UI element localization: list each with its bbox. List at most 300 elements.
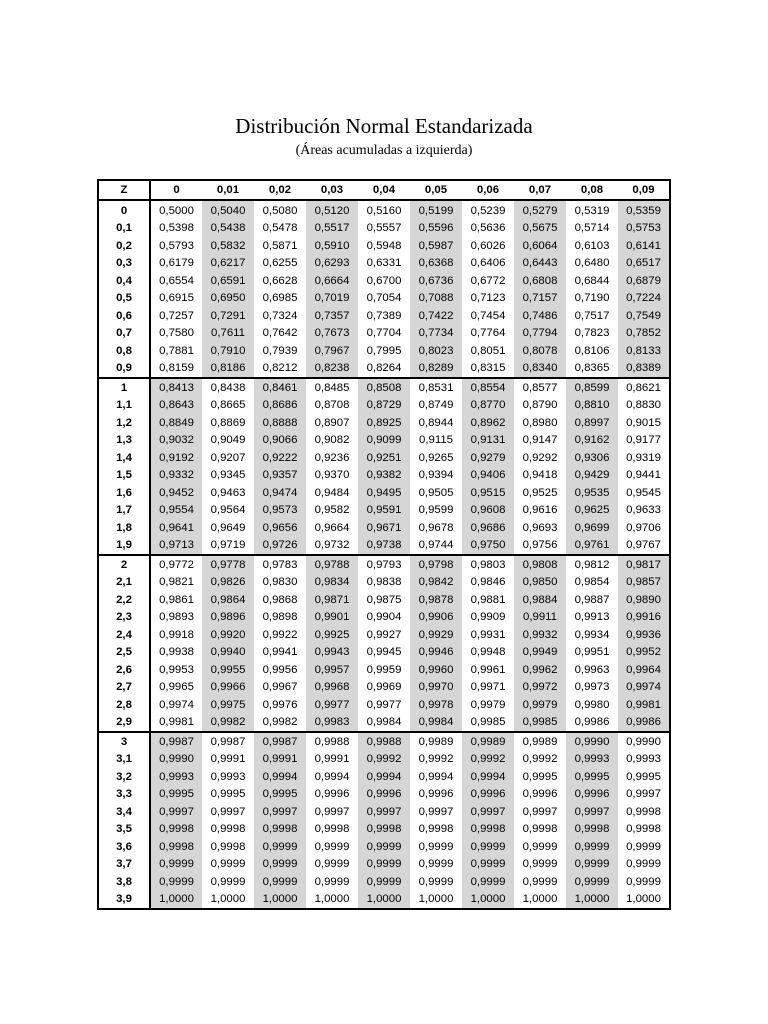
probability-cell: 0,6915 — [159, 292, 194, 305]
probability-cell: 0,9927 — [366, 628, 402, 641]
probability-cell: 0,6950 — [202, 290, 254, 308]
probability-cell: 0,9943 — [306, 644, 358, 662]
probability-cell: 0,8810 — [566, 397, 618, 415]
column-header: 0,03 — [306, 180, 358, 200]
probability-cell: 0,9901 — [306, 609, 358, 627]
probability-cell: 0,9999 — [566, 838, 618, 856]
probability-cell: 0,9812 — [566, 555, 618, 574]
table-row — [98, 786, 670, 804]
probability-cell: 1,0000 — [566, 891, 618, 910]
probability-cell: 0,9192 — [150, 449, 202, 467]
z-value-cell: 2 — [98, 555, 150, 574]
probability-cell: 0,9656 — [254, 519, 306, 537]
probability-cell: 0,9997 — [254, 803, 306, 821]
z-value-cell: 1,8 — [98, 519, 150, 537]
probability-cell: 0,9641 — [150, 519, 202, 537]
probability-cell: 0,9015 — [626, 416, 661, 429]
probability-cell: 0,9591 — [358, 502, 410, 520]
probability-cell: 0,9982 — [202, 714, 254, 733]
probability-cell: 1,0000 — [150, 891, 202, 910]
probability-cell: 0,9981 — [159, 716, 194, 729]
probability-cell: 0,7123 — [470, 292, 506, 305]
probability-cell: 0,8106 — [574, 344, 610, 357]
probability-cell: 0,8621 — [618, 378, 670, 397]
probability-cell: 1,0000 — [522, 893, 558, 906]
probability-cell: 0,8907 — [314, 416, 350, 429]
probability-cell: 0,9649 — [210, 521, 246, 534]
probability-cell: 0,9999 — [522, 840, 558, 853]
probability-cell: 0,9931 — [470, 628, 506, 641]
column-header: 0,09 — [618, 180, 670, 200]
probability-cell: 0,7734 — [410, 325, 462, 343]
probability-cell: 0,7257 — [159, 309, 194, 322]
probability-cell: 0,8508 — [358, 378, 410, 397]
probability-cell: 0,9991 — [314, 753, 350, 766]
probability-cell: 0,9949 — [514, 644, 566, 662]
probability-cell: 0,9732 — [314, 539, 350, 552]
probability-cell: 0,9995 — [254, 786, 306, 804]
probability-cell: 0,9783 — [254, 555, 306, 574]
probability-cell: 0,6591 — [202, 272, 254, 290]
probability-cell: 0,9936 — [618, 626, 670, 644]
z-value-cell: 3,5 — [98, 821, 150, 839]
column-header: 0,05 — [410, 180, 462, 200]
probability-cell: 0,9162 — [566, 432, 618, 450]
probability-cell: 0,7823 — [574, 327, 610, 340]
probability-cell: 0,6664 — [306, 272, 358, 290]
table-row — [98, 325, 670, 343]
probability-cell: 0,9990 — [618, 732, 670, 751]
probability-cell: 0,9778 — [202, 555, 254, 574]
probability-cell: 0,6331 — [366, 257, 402, 270]
probability-cell: 0,9997 — [566, 803, 618, 821]
probability-cell: 1,0000 — [626, 893, 661, 906]
probability-cell: 0,7291 — [202, 307, 254, 325]
probability-cell: 0,9988 — [306, 732, 358, 751]
probability-cell: 0,8438 — [202, 378, 254, 397]
probability-cell: 0,7190 — [574, 292, 610, 305]
probability-cell: 0,9999 — [626, 875, 661, 888]
probability-cell: 0,8461 — [254, 378, 306, 397]
probability-cell: 0,8790 — [522, 399, 558, 412]
probability-cell: 0,9972 — [514, 679, 566, 697]
probability-cell: 0,9906 — [410, 609, 462, 627]
probability-cell: 0,9767 — [626, 539, 661, 552]
probability-cell: 0,6554 — [159, 274, 194, 287]
table-row — [98, 696, 670, 714]
z-value-cell: 2,2 — [98, 591, 150, 609]
probability-cell: 0,9916 — [618, 609, 670, 627]
probability-cell: 0,9279 — [462, 449, 514, 467]
probability-cell: 0,8599 — [566, 378, 618, 397]
probability-cell: 0,7764 — [470, 327, 506, 340]
probability-cell: 0,9999 — [254, 838, 306, 856]
probability-cell: 0,8708 — [314, 399, 350, 412]
table-row — [98, 714, 670, 733]
z-value-cell: 3,3 — [98, 786, 150, 804]
probability-cell: 0,9966 — [202, 679, 254, 697]
probability-cell: 0,5832 — [202, 237, 254, 255]
probability-cell: 0,7673 — [306, 325, 358, 343]
probability-cell: 0,9994 — [462, 768, 514, 786]
probability-cell: 0,9995 — [210, 788, 246, 801]
probability-cell: 0,5160 — [366, 204, 402, 217]
probability-cell: 0,9970 — [410, 679, 462, 697]
probability-cell: 0,9998 — [210, 840, 246, 853]
probability-cell: 0,8944 — [418, 416, 454, 429]
probability-cell: 0,9994 — [314, 770, 350, 783]
probability-cell: 0,9838 — [366, 576, 402, 589]
probability-cell: 0,9861 — [159, 593, 194, 606]
probability-cell: 0,9967 — [262, 681, 298, 694]
table-row — [98, 449, 670, 467]
probability-cell: 0,9744 — [418, 539, 454, 552]
probability-cell: 0,8643 — [150, 397, 202, 415]
probability-cell: 0,7157 — [514, 290, 566, 308]
probability-cell: 0,9821 — [159, 576, 194, 589]
probability-cell: 0,9582 — [314, 504, 350, 517]
table-row — [98, 200, 670, 220]
z-value-cell: 0,9 — [98, 360, 150, 379]
z-value-cell: 0,2 — [98, 237, 150, 255]
probability-cell: 0,9999 — [150, 873, 202, 891]
table-row — [98, 838, 670, 856]
probability-cell: 0,5478 — [262, 222, 298, 235]
probability-cell: 0,8023 — [410, 342, 462, 360]
probability-cell: 0,9525 — [522, 486, 558, 499]
probability-cell: 0,8340 — [514, 360, 566, 379]
probability-cell: 0,5871 — [262, 239, 298, 252]
probability-cell: 0,9066 — [254, 432, 306, 450]
probability-cell: 0,7704 — [366, 327, 402, 340]
z-column-header: Z — [98, 180, 150, 200]
probability-cell: 0,8413 — [150, 378, 202, 397]
probability-cell: 0,8212 — [262, 362, 298, 375]
z-value-cell: 2,7 — [98, 679, 150, 697]
probability-cell: 0,9803 — [462, 555, 514, 574]
probability-cell: 0,9986 — [618, 714, 670, 733]
probability-cell: 0,7794 — [514, 325, 566, 343]
probability-cell: 0,9616 — [522, 504, 558, 517]
probability-cell: 0,9878 — [410, 591, 462, 609]
probability-cell: 0,9474 — [254, 484, 306, 502]
probability-cell: 0,9975 — [202, 696, 254, 714]
probability-cell: 0,6517 — [618, 255, 670, 273]
probability-cell: 0,8238 — [306, 360, 358, 379]
probability-cell: 0,9925 — [306, 626, 358, 644]
probability-cell: 0,6985 — [262, 292, 298, 305]
z-value-cell: 3,6 — [98, 838, 150, 856]
probability-cell: 0,9979 — [470, 698, 506, 711]
probability-cell: 0,9545 — [626, 486, 661, 499]
probability-cell: 0,9998 — [626, 805, 661, 818]
z-value-cell: 0,8 — [98, 342, 150, 360]
probability-cell: 0,5636 — [470, 222, 506, 235]
probability-cell: 0,8830 — [626, 399, 661, 412]
probability-cell: 0,7852 — [618, 325, 670, 343]
probability-cell: 0,9997 — [522, 805, 558, 818]
z-value-cell: 3,4 — [98, 803, 150, 821]
probability-cell: 0,9941 — [262, 646, 298, 659]
probability-cell: 0,9962 — [514, 661, 566, 679]
probability-cell: 0,9997 — [314, 805, 350, 818]
probability-cell: 0,9664 — [314, 521, 350, 534]
probability-cell: 0,9738 — [358, 537, 410, 556]
probability-cell: 0,7549 — [618, 307, 670, 325]
table-row — [98, 661, 670, 679]
table-row — [98, 609, 670, 627]
probability-cell: 0,6406 — [470, 257, 506, 270]
probability-cell: 1,0000 — [418, 893, 454, 906]
probability-cell: 0,9998 — [626, 823, 661, 836]
probability-cell: 0,9956 — [262, 663, 298, 676]
probability-cell: 0,7967 — [306, 342, 358, 360]
probability-cell: 0,9993 — [626, 753, 661, 766]
z-value-cell: 1,1 — [98, 397, 150, 415]
table-row — [98, 272, 670, 290]
table-row — [98, 537, 670, 556]
probability-cell: 0,6368 — [410, 255, 462, 273]
probability-cell: 0,9251 — [358, 449, 410, 467]
probability-cell: 0,9896 — [202, 609, 254, 627]
probability-cell: 0,6179 — [159, 257, 194, 270]
table-body — [98, 200, 670, 909]
probability-cell: 0,7642 — [262, 327, 298, 340]
probability-cell: 0,9554 — [150, 502, 202, 520]
probability-cell: 0,9969 — [366, 681, 402, 694]
probability-cell: 0,9976 — [262, 698, 298, 711]
probability-cell: 0,9817 — [618, 555, 670, 574]
table-row — [98, 378, 670, 397]
probability-cell: 0,6103 — [574, 239, 610, 252]
probability-cell: 0,9998 — [254, 821, 306, 839]
probability-cell: 0,9989 — [410, 732, 462, 751]
probability-cell: 0,9998 — [150, 838, 202, 856]
z-value-cell: 3,7 — [98, 856, 150, 874]
probability-cell: 0,9999 — [418, 858, 454, 871]
probability-cell: 0,9945 — [366, 646, 402, 659]
table-row — [98, 502, 670, 520]
probability-cell: 0,9177 — [626, 434, 661, 447]
probability-cell: 0,9999 — [358, 838, 410, 856]
probability-cell: 0,9772 — [150, 555, 202, 574]
probability-cell: 0,9984 — [410, 714, 462, 733]
probability-cell: 0,9997 — [418, 805, 454, 818]
probability-cell: 0,9957 — [306, 661, 358, 679]
probability-cell: 0,9968 — [306, 679, 358, 697]
probability-cell: 0,9922 — [262, 628, 298, 641]
probability-cell: 0,8531 — [410, 378, 462, 397]
probability-cell: 0,9964 — [618, 661, 670, 679]
probability-cell: 0,7422 — [410, 307, 462, 325]
probability-cell: 0,9979 — [514, 696, 566, 714]
z-value-cell: 3,2 — [98, 768, 150, 786]
probability-cell: 0,9049 — [210, 434, 246, 447]
probability-cell: 0,5793 — [159, 239, 194, 252]
probability-cell: 0,9989 — [514, 732, 566, 751]
probability-cell: 0,9761 — [566, 537, 618, 556]
column-header: 0,08 — [566, 180, 618, 200]
probability-cell: 0,9608 — [462, 502, 514, 520]
table-row — [98, 856, 670, 874]
probability-cell: 0,7486 — [514, 307, 566, 325]
column-header: 0,06 — [462, 180, 514, 200]
probability-cell: 0,9948 — [470, 646, 506, 659]
table-row — [98, 342, 670, 360]
probability-cell: 0,9994 — [418, 770, 454, 783]
probability-cell: 0,8485 — [306, 378, 358, 397]
probability-cell: 0,9788 — [306, 555, 358, 574]
probability-cell: 0,9918 — [159, 628, 194, 641]
probability-cell: 0,9913 — [574, 611, 610, 624]
probability-cell: 0,9222 — [254, 449, 306, 467]
probability-cell: 0,6736 — [410, 272, 462, 290]
z-value-cell: 0,4 — [98, 272, 150, 290]
probability-cell: 0,6255 — [262, 257, 298, 270]
table-row — [98, 290, 670, 308]
probability-cell: 0,9959 — [366, 663, 402, 676]
z-value-cell: 1,3 — [98, 432, 150, 450]
probability-cell: 0,9686 — [462, 519, 514, 537]
table-row — [98, 519, 670, 537]
z-value-cell: 2,4 — [98, 626, 150, 644]
probability-cell: 0,9881 — [470, 593, 506, 606]
probability-cell: 0,5080 — [262, 204, 298, 217]
probability-cell: 0,6480 — [574, 257, 610, 270]
probability-cell: 0,7881 — [159, 344, 194, 357]
probability-cell: 0,9920 — [202, 626, 254, 644]
column-header: 0 — [150, 180, 202, 200]
probability-cell: 0,9306 — [566, 449, 618, 467]
probability-cell: 0,9798 — [410, 555, 462, 574]
probability-cell: 0,9834 — [306, 574, 358, 592]
z-value-cell: 0 — [98, 200, 150, 220]
probability-cell: 0,9999 — [626, 840, 661, 853]
probability-cell: 0,8577 — [514, 378, 566, 397]
table-row — [98, 626, 670, 644]
probability-cell: 0,6808 — [514, 272, 566, 290]
probability-cell: 0,9934 — [574, 628, 610, 641]
probability-cell: 0,9265 — [418, 451, 454, 464]
probability-cell: 0,9357 — [254, 467, 306, 485]
probability-cell: 0,8389 — [618, 360, 670, 379]
probability-cell: 0,8888 — [254, 414, 306, 432]
probability-cell: 0,9992 — [358, 751, 410, 769]
probability-cell: 0,5199 — [410, 200, 462, 220]
table-row — [98, 732, 670, 751]
probability-cell: 1,0000 — [462, 891, 514, 910]
probability-cell: 0,5398 — [159, 222, 194, 235]
probability-cell: 0,9370 — [314, 469, 350, 482]
probability-cell: 0,8686 — [254, 397, 306, 415]
probability-cell: 0,9996 — [522, 788, 558, 801]
probability-cell: 0,5438 — [202, 220, 254, 238]
probability-cell: 0,8554 — [462, 378, 514, 397]
z-value-cell: 1,7 — [98, 502, 150, 520]
z-value-cell: 2,8 — [98, 696, 150, 714]
probability-cell: 0,5279 — [514, 200, 566, 220]
probability-cell: 0,9946 — [410, 644, 462, 662]
probability-cell: 0,9633 — [626, 504, 661, 517]
probability-cell: 0,8078 — [514, 342, 566, 360]
probability-cell: 0,9988 — [358, 732, 410, 751]
probability-cell: 0,8770 — [462, 397, 514, 415]
probability-cell: 0,8365 — [574, 362, 610, 375]
table-row — [98, 255, 670, 273]
probability-cell: 0,6141 — [618, 237, 670, 255]
probability-cell: 0,9382 — [358, 467, 410, 485]
probability-cell: 0,9826 — [202, 574, 254, 592]
probability-cell: 0,6772 — [470, 274, 506, 287]
table-row — [98, 644, 670, 662]
probability-cell: 0,6700 — [366, 274, 402, 287]
probability-cell: 0,9973 — [574, 681, 610, 694]
probability-cell: 0,9998 — [566, 821, 618, 839]
probability-cell: 0,9793 — [358, 555, 410, 574]
probability-cell: 0,9994 — [358, 768, 410, 786]
probability-cell: 0,9991 — [254, 751, 306, 769]
probability-cell: 0,9996 — [314, 788, 350, 801]
table-row — [98, 768, 670, 786]
probability-cell: 0,5675 — [514, 220, 566, 238]
probability-cell: 0,9996 — [358, 786, 410, 804]
table-row — [98, 397, 670, 415]
probability-cell: 0,7389 — [366, 309, 402, 322]
z-value-cell: 2,9 — [98, 714, 150, 733]
probability-cell: 0,9999 — [210, 858, 246, 871]
probability-cell: 0,9319 — [626, 451, 661, 464]
probability-cell: 0,9999 — [566, 856, 618, 874]
table-row — [98, 467, 670, 485]
table-row — [98, 360, 670, 379]
probability-cell: 1,0000 — [314, 893, 350, 906]
probability-cell: 0,9999 — [358, 856, 410, 874]
probability-cell: 0,9986 — [574, 716, 610, 729]
probability-cell: 0,9808 — [514, 555, 566, 574]
probability-cell: 0,9999 — [314, 840, 350, 853]
table-row — [98, 484, 670, 502]
probability-cell: 0,9864 — [202, 591, 254, 609]
probability-cell: 0,9332 — [150, 467, 202, 485]
probability-cell: 0,9846 — [470, 576, 506, 589]
probability-cell: 0,5319 — [574, 204, 610, 217]
probability-cell: 0,9573 — [254, 502, 306, 520]
probability-cell: 0,7019 — [306, 290, 358, 308]
probability-cell: 0,9999 — [462, 838, 514, 856]
probability-cell: 0,9998 — [358, 821, 410, 839]
probability-cell: 0,9452 — [150, 484, 202, 502]
document-subtitle: (Áreas acumuladas a izquierda) — [295, 143, 473, 158]
probability-cell: 0,7995 — [366, 344, 402, 357]
probability-cell: 0,9999 — [626, 858, 661, 871]
probability-cell: 0,9960 — [410, 661, 462, 679]
probability-cell: 0,9564 — [210, 504, 246, 517]
probability-cell: 0,5120 — [306, 200, 358, 220]
probability-cell: 0,9082 — [314, 434, 350, 447]
probability-cell: 0,9963 — [574, 663, 610, 676]
table-row — [98, 237, 670, 255]
header-row — [98, 180, 670, 200]
probability-cell: 0,9515 — [462, 484, 514, 502]
probability-cell: 0,9292 — [522, 451, 558, 464]
probability-cell: 0,6628 — [262, 274, 298, 287]
probability-cell: 0,9996 — [418, 788, 454, 801]
z-value-cell: 1,2 — [98, 414, 150, 432]
probability-cell: 0,9032 — [150, 432, 202, 450]
probability-cell: 0,9625 — [566, 502, 618, 520]
probability-cell: 0,8186 — [202, 360, 254, 379]
table-row — [98, 891, 670, 910]
